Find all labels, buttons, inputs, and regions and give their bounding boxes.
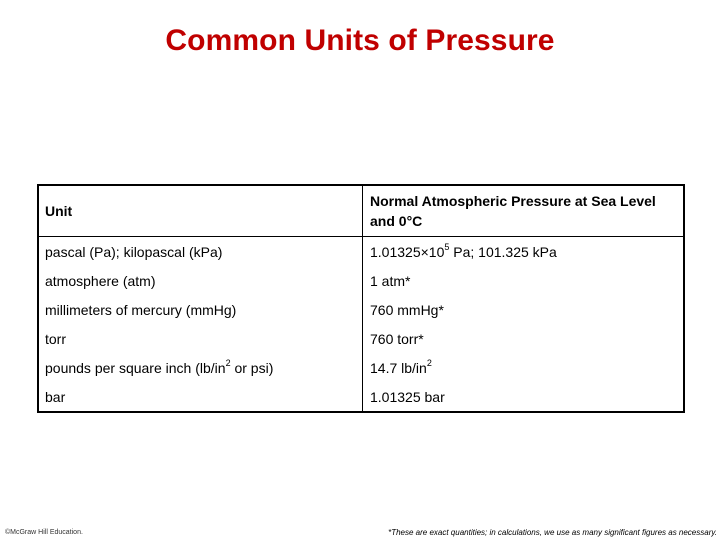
value-cell: 760 torr* xyxy=(370,330,424,347)
value-cell: 760 mmHg* xyxy=(370,301,444,318)
header-unit: Unit xyxy=(38,185,363,237)
table-row xyxy=(38,382,684,412)
table-row xyxy=(38,295,684,324)
unit-cell: bar xyxy=(38,382,363,412)
footnote: *These are exact quantities; in calculations, we use as many significant figures as necessary. xyxy=(388,528,717,537)
pressure-units-table xyxy=(37,184,685,413)
unit-cell: torr xyxy=(38,324,363,353)
value-cell: 14.7 $lb/in^2$ xyxy=(370,357,432,376)
table-row xyxy=(38,324,684,353)
table-header-row xyxy=(38,185,684,237)
table-row xyxy=(38,266,684,295)
table-row xyxy=(38,353,684,382)
unit-cell: pascal (Pa); kilopascal (kPa) xyxy=(38,237,363,267)
table-row xyxy=(38,237,684,267)
unit-cell: atmosphere (atm) xyxy=(38,266,363,295)
value-cell: 1 atm* xyxy=(370,272,411,289)
value-cell: 1.01325 bar xyxy=(370,388,445,405)
unit-cell: millimeters of mercury (mmHg) xyxy=(38,295,363,324)
copyright-notice: ©McGraw Hill Education. xyxy=(5,529,83,536)
unit-cell: pounds per square inch ($lb/in^2$ or psi) xyxy=(38,353,363,382)
page-title: Common Units of Pressure xyxy=(165,24,555,57)
value-cell: $1.01325\times 10^5$ Pa; 101.325 kPa xyxy=(370,241,557,260)
header-pressure: Normal Atmospheric Pressure at Sea Level and 0°C xyxy=(363,185,685,237)
